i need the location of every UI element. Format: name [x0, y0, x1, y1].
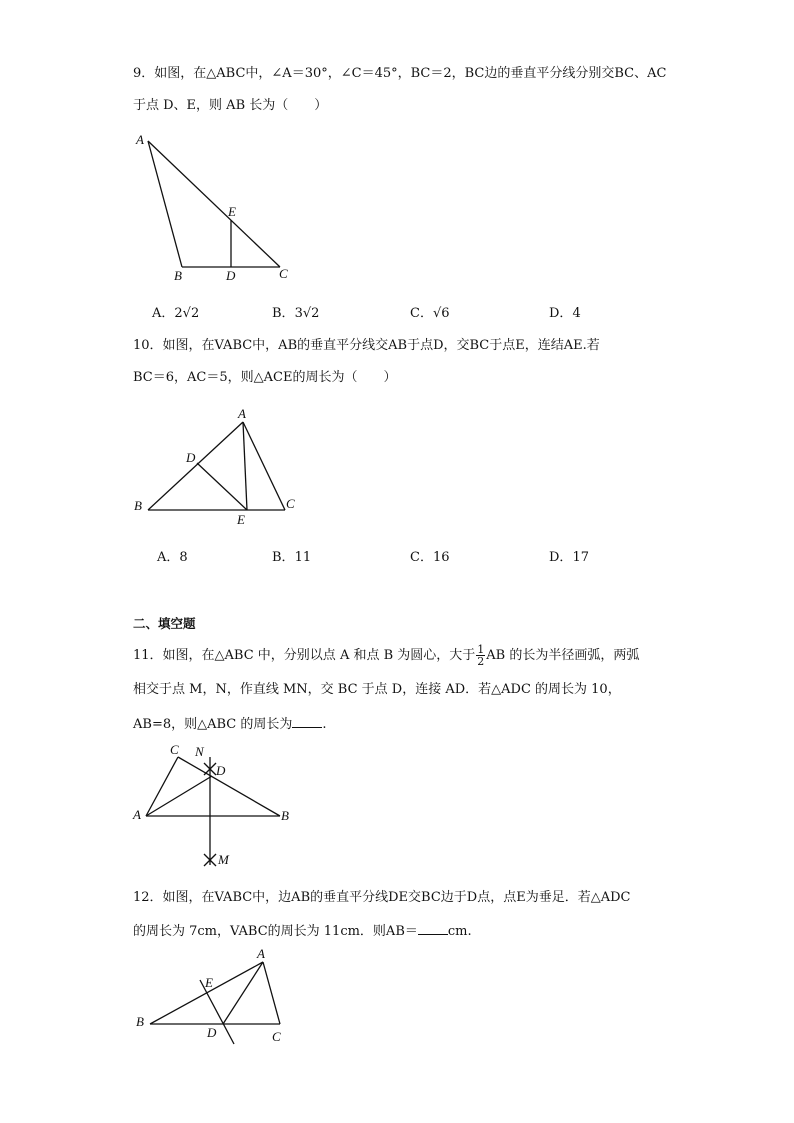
- q11-label-d: D: [216, 763, 226, 778]
- q9-label-d: D: [226, 268, 236, 283]
- q10-option-b[interactable]: B．11: [272, 550, 312, 565]
- q12-segment-ad: [223, 962, 263, 1024]
- q10-text-line2: BC＝6，AC＝5，则△ACE的周长为（ ）: [133, 370, 397, 385]
- q11-label-a: A: [133, 807, 141, 822]
- q11-fraction: $\frac{1}{2}$: [477, 643, 485, 668]
- q10-label-b: B: [134, 498, 142, 513]
- q9-text-line1: 9．如图，在△ABC中，∠A＝30°，∠C＝45°，BC＝2，BC边的垂直平分线分别交BC、AC: [133, 66, 667, 81]
- section-title: 二、填空题: [133, 616, 196, 631]
- q11-label-b: B: [281, 808, 289, 823]
- q11-label-c: C: [170, 742, 179, 757]
- q10-label-a: A: [238, 406, 246, 421]
- q9-label-e: E: [228, 204, 236, 219]
- q9-label-b: B: [174, 268, 182, 283]
- q10-label-c: C: [286, 496, 295, 511]
- q11-label-m: M: [218, 852, 229, 867]
- q11-text-line3: AB=8，则△ABC 的周长为 .: [133, 713, 327, 735]
- q9-option-d[interactable]: D．4: [549, 306, 581, 321]
- q12-label-c: C: [272, 1029, 281, 1044]
- q11-text-line2: 相交于点 M，N，作直线 MN，交 BC 于点 D，连接 AD．若△ADC 的周长为 10，: [133, 682, 621, 697]
- q12-label-a: A: [257, 946, 265, 961]
- q10-label-e: E: [237, 512, 245, 527]
- q12-label-b: B: [136, 1014, 144, 1029]
- q10-option-c[interactable]: C．16: [410, 550, 450, 565]
- q10-text-line1: 10．如图，在VABC中，AB的垂直平分线交AB于点D，交BC于点E，连结AE.若: [133, 338, 600, 353]
- q9-option-c[interactable]: C．√6: [410, 306, 450, 321]
- q9-option-b[interactable]: B．3√2: [272, 306, 320, 321]
- q11-label-n: N: [195, 744, 204, 759]
- q12-text-line2: 的周长为 7cm，VABC的周长为 11cm．则AB＝ cm.: [133, 920, 472, 942]
- q10-option-d[interactable]: D．17: [549, 550, 589, 565]
- q12-side-ac: [263, 962, 280, 1024]
- q10-option-a[interactable]: A．8: [157, 550, 188, 565]
- q10-label-d: D: [186, 450, 196, 465]
- q12-text-line1: 12．如图，在VABC中，边AB的垂直平分线DE交BC边于D点，点E为垂足．若△ADC: [133, 890, 631, 905]
- q11-text-line1: 11．如图，在△ABC 中，分别以点 A 和点 B 为圆心，大于 $\frac{1}{2}$ AB 的长为半径画弧，两弧: [133, 643, 640, 668]
- q9-label-c: C: [279, 266, 288, 281]
- q12-label-e: E: [205, 975, 213, 990]
- q9-label-a: A: [136, 132, 144, 147]
- q12-label-d: D: [207, 1025, 217, 1040]
- q9-option-a[interactable]: A．2√2: [152, 306, 200, 321]
- q9-text-line2: 于点 D、E，则 AB 长为（ ）: [133, 98, 328, 113]
